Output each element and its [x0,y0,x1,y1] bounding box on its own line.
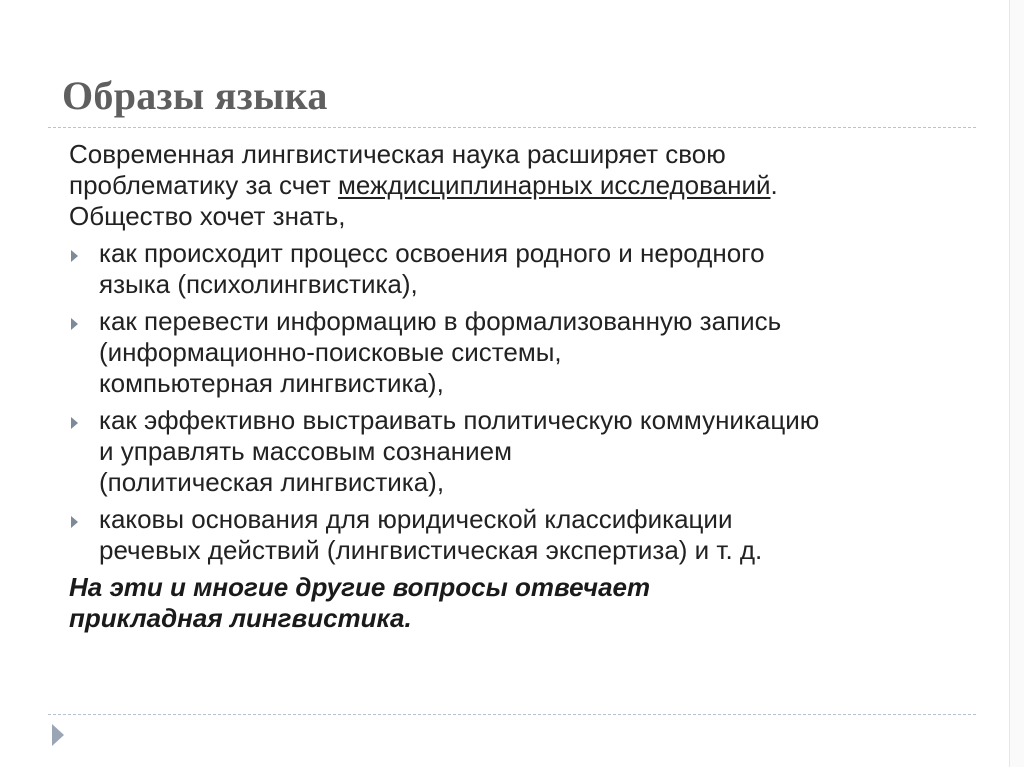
slide-body [69,139,974,634]
list-item-line: каковы основания для юридической классификации [99,504,733,534]
slide-title: Образы языка [62,73,328,118]
triangle-right-icon [52,724,64,746]
list-item-line: как происходит процесс освоения родного и неродного [99,238,765,268]
intro-line-1: Современная лингвистическая наука расширяет свою [69,139,726,169]
list-item-line: и управлять массовым сознанием [99,436,512,466]
triangle-right-icon [71,516,78,528]
intro-line-2-prefix: проблематику за счет [69,170,339,200]
list-item-line: компьютерная лингвистика), [99,368,444,398]
intro-line-3: Общество хочет знать, [69,201,346,231]
intro-line-2 [69,170,974,201]
list-item-line: (политическая лингвистика), [99,467,445,497]
list-item [69,238,974,300]
list-item-line: речевых действий (лингвистическая экспертиза) и т. д. [99,535,763,565]
top-divider [48,127,976,128]
conclusion-line-1: На эти и многие другие вопросы отвечает [69,572,651,602]
list-item-line: (информационно-поисковые системы, [99,337,562,367]
slide-frame-edge [1009,0,1024,767]
interdisciplinary-term: междисциплинарных исследований [338,170,771,200]
intro-paragraph [69,139,974,232]
triangle-right-icon [71,250,78,262]
list-item [69,306,974,399]
bullet-list [69,238,974,566]
conclusion-paragraph [69,572,974,634]
list-item-line: как эффективно выстраивать политическую коммуникацию [99,405,820,435]
intro-line-2-suffix: . [770,170,778,200]
bottom-divider [48,714,976,715]
list-item-line: как перевести информацию в формализованную запись [99,306,782,336]
list-item [69,405,974,498]
triangle-right-icon [71,318,78,330]
triangle-right-icon [71,417,78,429]
conclusion-line-2: прикладная лингвистика. [69,603,412,633]
list-item [69,504,974,566]
list-item-line: языка (психолингвистика), [99,269,418,299]
